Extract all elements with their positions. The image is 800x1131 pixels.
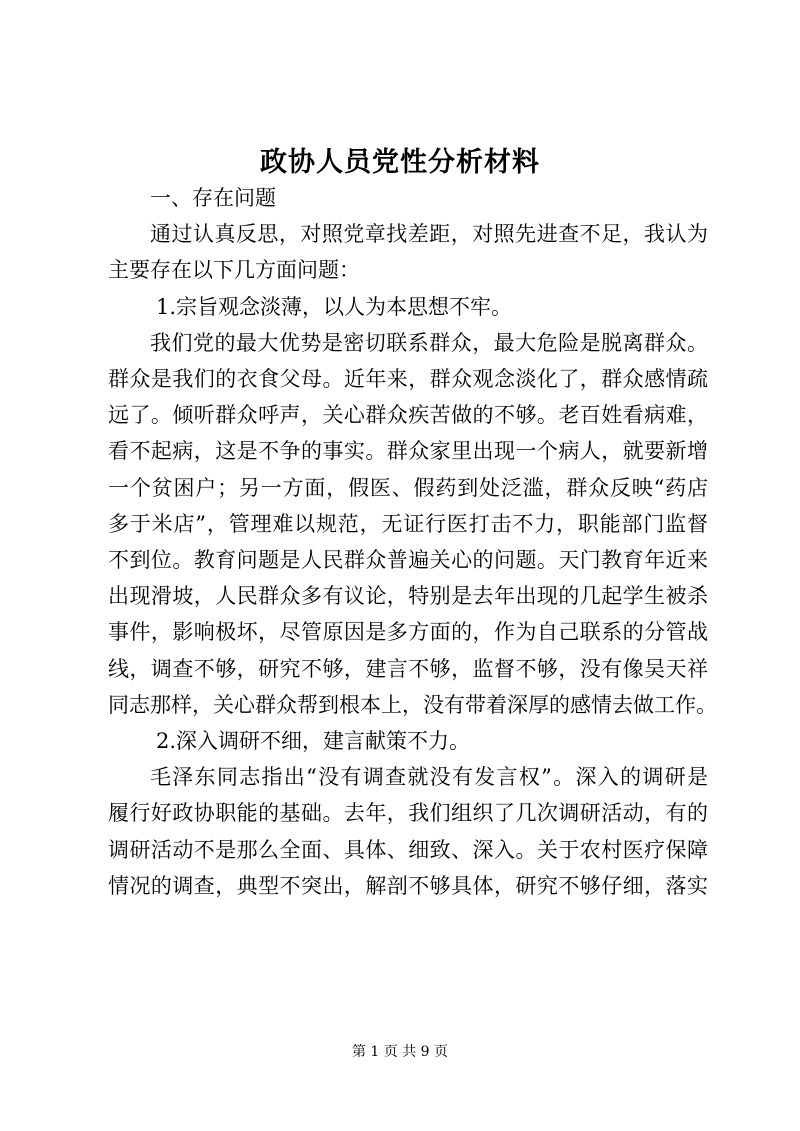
page-footer: 第 1 页 共 9 页 bbox=[351, 1044, 449, 1060]
paragraph-line: 出现滑坡，人民群众多有议论，特别是去年出现的几起学生被杀 bbox=[108, 584, 708, 609]
section-heading: 一、存在问题 bbox=[150, 186, 276, 210]
paragraph-line: 多于米店”，管理难以规范，无证行医打击不力，职能部门监督 bbox=[108, 511, 708, 536]
paragraph-line: 毛泽东同志指出“没有调查就没有发言权”。深入的调研是 bbox=[150, 765, 708, 790]
document-body bbox=[108, 180, 717, 904]
paragraph-line: 线，调查不够，研究不够，建言不够，监督不够，没有像吴天祥 bbox=[108, 656, 708, 681]
paragraph-line: 看不起病，这是不争的事实。群众家里出现一个病人，就要新增 bbox=[108, 439, 708, 464]
paragraph-line: 情况的调查，典型不突出，解剖不够具体，研究不够仔细，落实 bbox=[108, 873, 708, 898]
paragraph-line: 一个贫困户；另一方面，假医、假药到处泛滥，群众反映“药店 bbox=[108, 475, 708, 500]
paragraph-line: 通过认真反思，对照党章找差距，对照先进查不足，我认为 bbox=[150, 222, 708, 247]
subsection-heading: 2.深入调研不细，建言献策不力。 bbox=[156, 729, 471, 754]
subsection-heading: 1.宗旨观念淡薄，以人为本思想不牢。 bbox=[156, 294, 513, 319]
paragraph-line: 履行好政协职能的基础。去年，我们组织了几次调研活动，有的 bbox=[108, 801, 708, 826]
paragraph-line: 调研活动不是那么全面、具体、细致、深入。关于农村医疗保障 bbox=[108, 837, 708, 862]
paragraph-line: 不到位。教育问题是人民群众普遍关心的问题。天门教育年近来 bbox=[108, 548, 708, 573]
paragraph-line: 远了。倾听群众呼声，关心群众疾苦做的不够。老百姓看病难， bbox=[108, 403, 708, 428]
paragraph-line: 同志那样，关心群众帮到根本上，没有带着深厚的感情去做工作。 bbox=[108, 692, 717, 717]
paragraph-line: 主要存在以下几方面问题： bbox=[108, 258, 360, 283]
paragraph-line: 群众是我们的衣食父母。近年来，群众观念淡化了，群众感情疏 bbox=[108, 367, 708, 392]
paragraph-line: 事件，影响极坏，尽管原因是多方面的，作为自己联系的分管战 bbox=[108, 620, 708, 645]
paragraph-line: 我们党的最大优势是密切联系群众，最大危险是脱离群众。 bbox=[150, 330, 708, 355]
document-title: 政协人员党性分析材料 bbox=[260, 147, 540, 178]
